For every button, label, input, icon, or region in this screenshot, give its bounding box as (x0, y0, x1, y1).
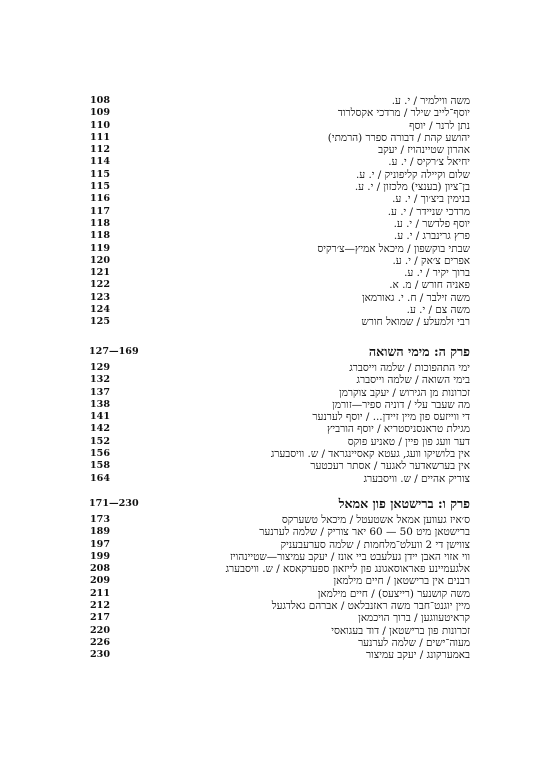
entry-page: 122 (90, 279, 111, 291)
entry-page: 164 (90, 472, 111, 484)
entry-page: 121 (90, 267, 111, 279)
toc-entry (90, 107, 470, 119)
entry-page: 109 (90, 107, 111, 119)
entry-text: קראיטעווגען / ברוך הויכמאן (358, 612, 470, 625)
toc-entry (90, 600, 470, 612)
entry-text: נתן לרנר / יוסף (409, 119, 470, 132)
toc-section-chapter-6 (90, 514, 470, 662)
entry-text: ברישטאן מיט 50 — 60 יאר צוריק / שלמה לערנער (259, 526, 470, 539)
entry-page: 129 (90, 362, 111, 373)
entry-page: 110 (90, 119, 111, 131)
entry-text: משה קושנער (רייצעס) / חיים מילמאן (317, 587, 470, 600)
toc-entry (90, 120, 470, 132)
toc-entry (90, 218, 470, 230)
entry-page: 114 (90, 156, 111, 168)
entry-text: אין בערשאדער לאגער / אסתר רעכטער (310, 460, 470, 473)
entry-page: 197 (90, 538, 111, 550)
entry-text: מה שעבר עלי / דוניה ספיר—זורמן (332, 398, 470, 411)
chapter-title: פרק ה: מימי השואה (368, 344, 470, 359)
entry-text: אלגעמיינע פאראוסאגונג פון לייזאון ספערקאסא / ש. וויסבערג (225, 563, 470, 576)
entry-page: 119 (90, 242, 111, 254)
entry-page: 115 (90, 181, 111, 193)
toc-entry (90, 551, 470, 563)
entry-text: פרץ גרינברג / י. ע. (393, 230, 470, 243)
entry-page: 212 (90, 600, 111, 612)
entry-page: 117 (90, 205, 111, 217)
entry-text: פאניה חורש / מ. א. (389, 279, 470, 292)
entry-text: ברוך יקיר / י. ע. (404, 267, 470, 280)
entry-page: 189 (90, 526, 111, 538)
toc-entry (90, 448, 470, 460)
entry-text: יוסף פלדשר / י. ע. (393, 217, 470, 230)
entry-page: 209 (90, 575, 111, 587)
toc-entry (90, 279, 470, 291)
toc-entry (90, 169, 470, 181)
toc-entry (90, 526, 470, 538)
toc-entry (90, 399, 470, 411)
entry-page: 211 (90, 587, 111, 599)
entry-text: אהרון שטיינהויז / יעקב (378, 144, 470, 157)
toc-entry (90, 436, 470, 448)
entry-text: יוסף־לייב שילר / מרדכי אקסלרוד (337, 107, 470, 120)
toc-entry (90, 156, 470, 168)
toc-entry (90, 423, 470, 435)
entry-text: משה ווילמיר / י. ע. (391, 95, 470, 107)
toc-section-continued (90, 95, 470, 329)
entry-text: צוריק אהיים / ש. וויסבערג (363, 472, 470, 485)
toc-entry (90, 193, 470, 205)
entry-text: מיין יוגנט־חבר משה ראזנבלאט / אברהם גאלדגעל (271, 600, 470, 613)
entry-text: שבתי בוקשפון / מיכאל אמיץ—צ׳רקיס (317, 242, 470, 255)
entry-text: בן־ציון (בענצי) מלכזון / י. ע. (354, 181, 470, 194)
entry-page: 226 (90, 636, 111, 648)
entry-text: יהושע קהת / דבורה ספרר (הרמתי) (327, 131, 470, 144)
entry-text: רבי זלמעלע / שמואל חורש (361, 316, 470, 329)
toc-entry (90, 243, 470, 255)
entry-page: 156 (90, 448, 111, 460)
toc-entry (90, 473, 470, 485)
chapter-page-range: 127—169 (89, 346, 139, 357)
entry-page: 217 (90, 612, 111, 624)
entry-page: 120 (90, 254, 111, 266)
entry-text: צווישן די 2 וועלט־מלחמות / שלמה סערעבעניק (280, 538, 470, 551)
entry-text: יחיאל צ׳רקיס / י. ע. (388, 156, 470, 169)
toc-entry (90, 588, 470, 600)
entry-page: 123 (90, 291, 111, 303)
entry-text: מגילת טראנסניסטריא / יוסף הורביץ (326, 423, 470, 436)
entry-text: שלום וקיילה קליפוניק / י. ע. (355, 168, 470, 181)
toc-entry (90, 206, 470, 218)
chapter-6-header (90, 496, 470, 512)
toc-entry (90, 387, 470, 399)
entry-text: מרדכי שניידר / י. ע. (387, 205, 470, 218)
chapter-5-header (90, 344, 470, 360)
entry-text: מעוה־ישים / שלמה לערנער (358, 636, 470, 649)
toc-entry (90, 95, 470, 107)
toc-entry (90, 255, 470, 267)
toc-entry (90, 563, 470, 575)
entry-page: 137 (90, 386, 111, 398)
entry-page: 115 (90, 168, 111, 180)
entry-text: אין בלושיקו וועג, געטא קאסיינגראד / ש. וויסבערג (270, 448, 470, 461)
entry-page: 112 (90, 144, 111, 156)
toc-entry (90, 612, 470, 624)
entry-text: זכרונות מן הגירוש / יעקב צוקרמן (339, 386, 470, 399)
entry-page: 125 (90, 316, 111, 328)
entry-text: ס׳איז געווען אמאל אשטעטל / מיכאל טשערקס (281, 514, 470, 526)
entry-text: אפרים צ׳אק / י. ע. (392, 254, 470, 267)
entry-page: 118 (90, 217, 111, 229)
entry-page: 220 (90, 624, 111, 636)
entry-text: בנימין ביצ׳וך / י. ע. (392, 193, 470, 206)
toc-entry (90, 411, 470, 423)
entry-page: 230 (90, 649, 111, 661)
entry-text: די ווייזעס פון מיין זיידן... / יוסף לערנער (312, 411, 470, 424)
toc-entry (90, 374, 470, 386)
toc-entry (90, 637, 470, 649)
toc-entry (90, 539, 470, 551)
entry-page: 173 (90, 514, 111, 525)
entry-text: משה זילבר / ח. י. גאורמאן (361, 291, 470, 304)
entry-page: 118 (90, 230, 111, 242)
entry-page: 142 (90, 423, 111, 435)
toc-entry (90, 292, 470, 304)
entry-page: 152 (90, 435, 111, 447)
entry-text: דער וועג פון פיין / טאניע פוקס (347, 435, 470, 448)
toc-entry (90, 181, 470, 193)
chapter-title: פרק ו: ברישטאן פון אמאל (338, 496, 470, 511)
entry-text: באמערקונג / יעקב עמיצור (366, 649, 470, 662)
toc-entry (90, 230, 470, 242)
entry-page: 158 (90, 460, 111, 472)
toc-entry (90, 304, 470, 316)
toc-entry (90, 267, 470, 279)
toc-entry (90, 132, 470, 144)
entry-text: ווי אזוי האבן יידן געלעבט ביי אונז / יעקב עמיצור—שטיינהויז (230, 550, 470, 563)
toc-entry (90, 460, 470, 472)
entry-page: 132 (90, 374, 111, 386)
chapter-page-range: 171—230 (89, 498, 139, 509)
entry-text: ימי התהפוכות / שלמה וייסברג (349, 362, 470, 374)
toc-section-chapter-5 (90, 362, 470, 485)
entry-page: 116 (90, 193, 111, 205)
entry-text: רבנים אין ברישטאן / חיים מילמאן (333, 575, 470, 588)
entry-page: 208 (90, 563, 111, 575)
entry-page: 111 (90, 131, 111, 143)
toc-entry (90, 316, 470, 328)
toc-entry (90, 362, 470, 374)
entry-text: משה צם / י. ע. (406, 304, 470, 317)
toc-entry (90, 649, 470, 661)
entry-text: בימי השואה / שלמה וייסברג (356, 374, 470, 387)
toc-entry (90, 625, 470, 637)
entry-page: 141 (90, 411, 111, 423)
entry-page: 199 (90, 550, 111, 562)
entry-page: 138 (90, 398, 111, 410)
toc-entry (90, 514, 470, 526)
entry-page: 124 (90, 304, 111, 316)
toc-entry (90, 575, 470, 587)
toc-entry (90, 144, 470, 156)
entry-page: 108 (90, 95, 111, 106)
entry-text: זכרונות פון ברישטאן / דוד בעגואסי (331, 624, 470, 637)
